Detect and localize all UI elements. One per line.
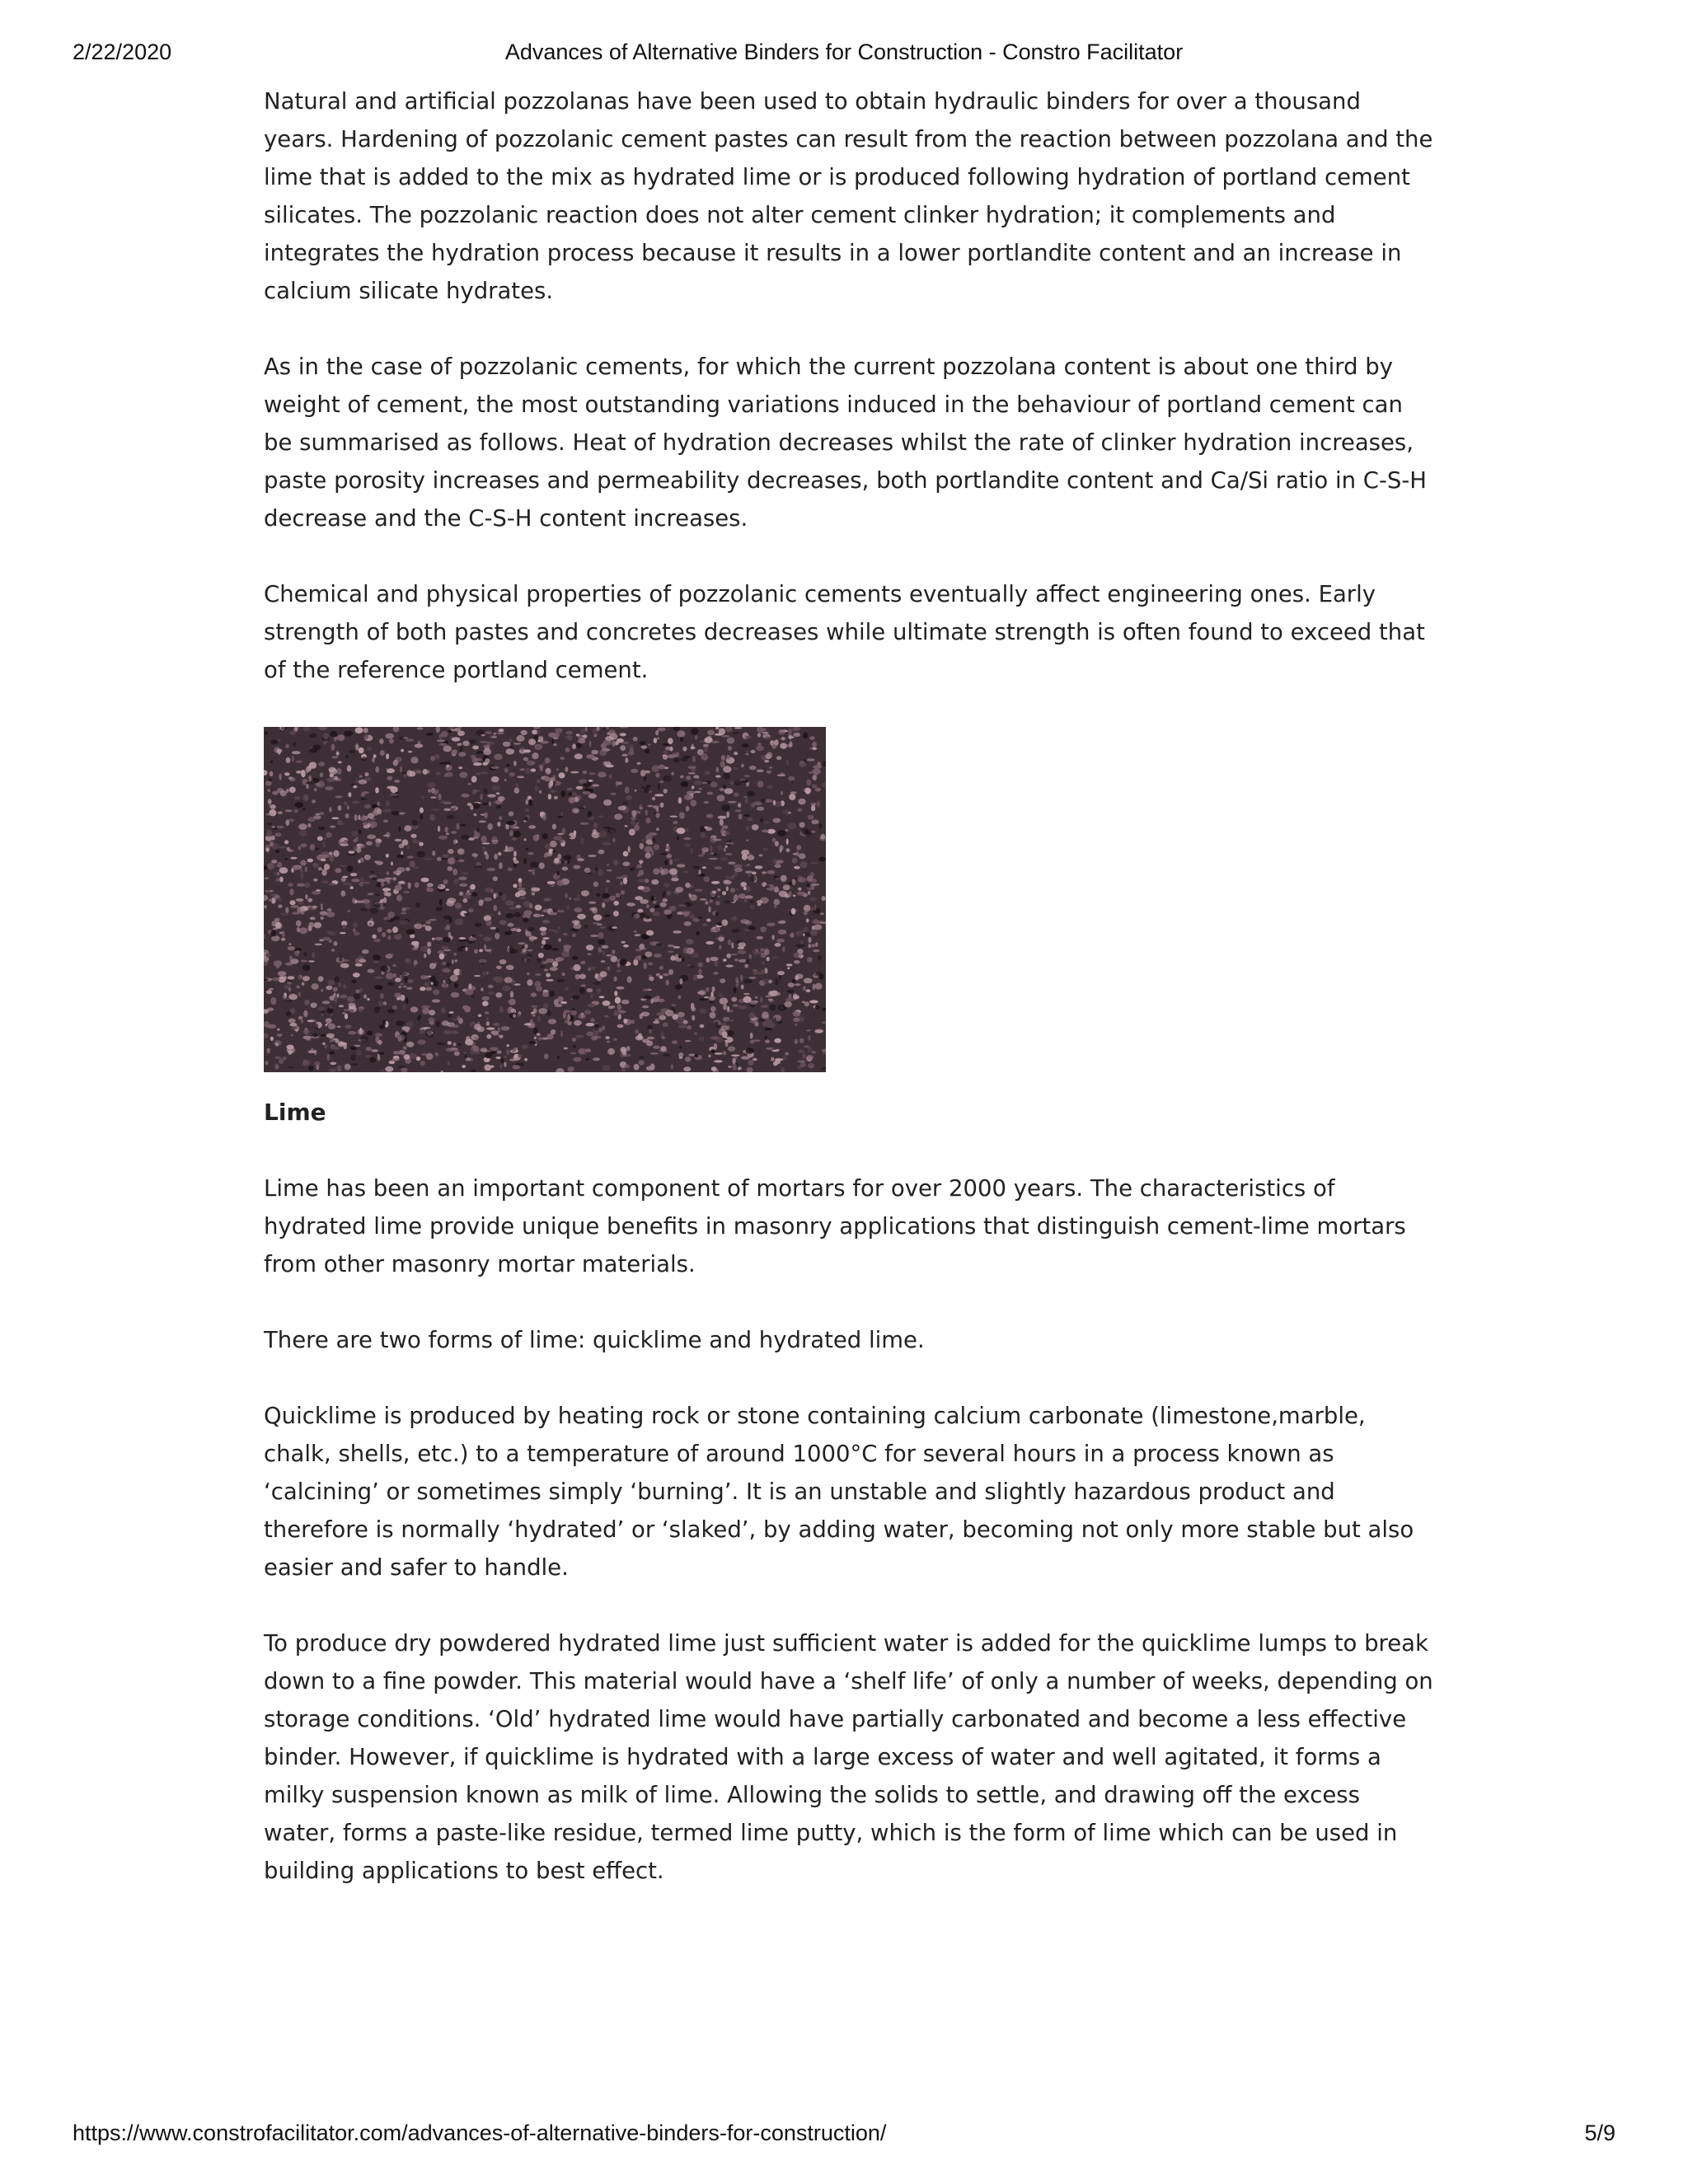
print-header	[0, 40, 1688, 69]
page-url: https://www.constrofacilitator.com/advances-of-alternative-binders-for-construction/	[73, 2121, 887, 2145]
page-number: 5/9	[1584, 2121, 1615, 2145]
article-paragraph: There are two forms of lime: quicklime and hydrated lime.	[264, 1327, 925, 1353]
article-body	[264, 82, 1434, 1928]
print-date: 2/22/2020	[73, 40, 172, 64]
gravel-texture	[264, 727, 826, 1072]
pozzolana-gravel-image	[264, 727, 826, 1072]
article-paragraph: Chemical and physical properties of pozzolanic cements eventually affect engineering ones. Early strength of both pastes and concretes decreases while ultimate strength is often found to exceed that of the reference portland cement.	[264, 581, 1425, 683]
article-paragraph: Lime has been an important component of mortars for over 2000 years. The characteristics of hydrated lime provide unique benefits in masonry applications that distinguish cement-lime mortars from other masonry mortar materials.	[264, 1175, 1406, 1277]
print-page-title: Advances of Alternative Binders for Construction - Constro Facilitator	[504, 40, 1184, 64]
article-paragraph: As in the case of pozzolanic cements, for which the current pozzolana content is about one third by weight of cement, the most outstanding variations induced in the behaviour of portland cement can be summarised as follows. Heat of hydration decreases whilst the rate of clinker hydration increases, paste porosity increases and permeability decreases, both portlandite content and Ca/Si ratio in C-S-H decrease and the C-S-H content increases.	[264, 354, 1427, 532]
article-paragraph: Quicklime is produced by heating rock or stone containing calcium carbonate (limestone,marble, chalk, shells, etc.) to a temperature of around 1000°C for several hours in a process known as ‘calcining’ or sometimes simply ‘burning’. It is an unstable and slightly hazardous product and therefore is normally ‘hydrated’ or ‘slaked’, by adding water, becoming not only more stable but also easier and safer to handle.	[264, 1403, 1414, 1581]
print-footer	[0, 2121, 1688, 2150]
section-heading-lime: Lime	[264, 1099, 326, 1126]
article-paragraph: To produce dry powdered hydrated lime just sufficient water is added for the quicklime lumps to break down to a fine powder. This material would have a ‘shelf life’ of only a number of weeks, depending on storage conditions. ‘Old’ hydrated lime would have partially carbonated and become a less effective binder. However, if quicklime is hydrated with a large excess of water and well agitated, it forms a milky suspension known as milk of lime. Allowing the solids to settle, and drawing off the excess water, forms a paste-like residue, termed lime putty, which is the form of lime which can be used in building applications to best effect.	[264, 1630, 1433, 1884]
article-paragraph: Natural and artificial pozzolanas have been used to obtain hydraulic binders for over a thousand years. Hardening of pozzolanic cement pastes can result from the reaction between pozzolana and the lime that is added to the mix as hydrated lime or is produced following hydration of portland cement silicates. The pozzolanic reaction does not alter cement clinker hydration; it complements and integrates the hydration process because it results in a lower portlandite content and an increase in calcium silicate hydrates.	[264, 88, 1433, 304]
